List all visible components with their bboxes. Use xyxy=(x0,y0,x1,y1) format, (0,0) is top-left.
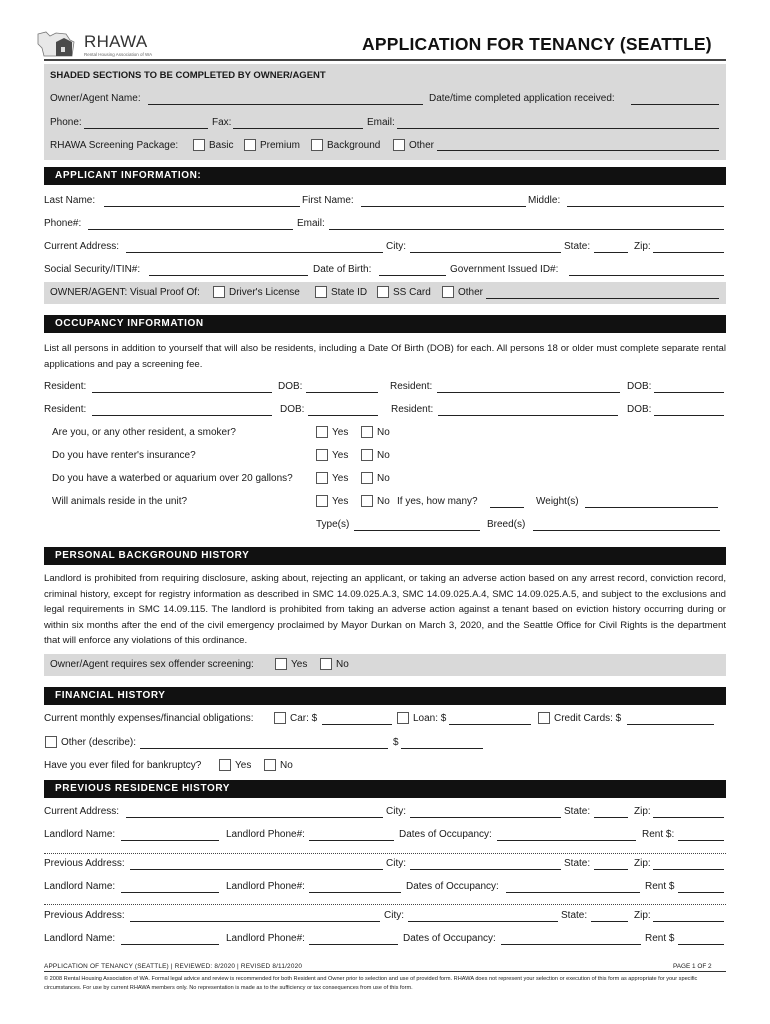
other-obligation-amount-field[interactable] xyxy=(401,748,483,749)
smoker-yes-label: Yes xyxy=(332,427,349,438)
animals-count-field[interactable] xyxy=(490,507,524,508)
car-amount-field[interactable] xyxy=(322,724,392,725)
owner-agent-name-label: Owner/Agent Name: xyxy=(50,93,141,104)
prev2-dates-field[interactable] xyxy=(506,892,640,893)
prev1-state-field[interactable] xyxy=(594,817,628,818)
first-name-field[interactable] xyxy=(361,206,526,207)
rhawa-logo xyxy=(36,30,166,60)
logo-text: RHAWA xyxy=(84,32,148,51)
ss-card-label: SS Card xyxy=(393,287,431,298)
resident-4-dob-label: DOB: xyxy=(627,404,652,415)
owner-agent-name-field[interactable] xyxy=(148,104,423,105)
zip-label: Zip: xyxy=(634,241,651,252)
credit-cards-checkbox[interactable] xyxy=(538,712,550,724)
other-obligation-label: Other (describe): xyxy=(61,737,137,748)
smoker-yes-checkbox[interactable] xyxy=(316,426,328,438)
date-received-label: Date/time completed application received: xyxy=(429,93,615,104)
state-id-label: State ID xyxy=(331,287,368,298)
drivers-license-label: Driver's License xyxy=(229,287,300,298)
applicant-info-title: APPLICANT INFORMATION: xyxy=(55,170,202,181)
state-label: State: xyxy=(564,241,591,252)
smoker-question: Are you, or any other resident, a smoker? xyxy=(52,427,236,438)
animals-no-label: No xyxy=(377,496,390,507)
basic-checkbox[interactable] xyxy=(193,139,205,151)
smoker-no-label: No xyxy=(377,427,390,438)
premium-label: Premium xyxy=(260,140,301,151)
owner-phone-field[interactable] xyxy=(84,128,208,129)
animals-breeds-label: Breed(s) xyxy=(487,519,526,530)
previous-residence-title: PREVIOUS RESIDENCE HISTORY xyxy=(55,783,231,794)
bankruptcy-no-label: No xyxy=(280,760,293,771)
prev2-landlord-name-label: Landlord Name: xyxy=(44,881,116,892)
insurance-no-checkbox[interactable] xyxy=(361,449,373,461)
prev1-zip-field[interactable] xyxy=(653,817,724,818)
background-label: Background xyxy=(327,140,381,151)
screening-package-label: RHAWA Screening Package: xyxy=(50,140,179,151)
screening-no-checkbox[interactable] xyxy=(320,658,332,670)
prev2-zip-label: Zip: xyxy=(634,858,651,869)
other-proof-field[interactable] xyxy=(486,298,719,299)
other-obligation-field[interactable] xyxy=(140,748,388,749)
animals-breeds-field[interactable] xyxy=(533,530,720,531)
previous-residence-header xyxy=(44,780,726,798)
gov-id-field[interactable] xyxy=(569,275,724,276)
prev3-city-label: City: xyxy=(384,910,404,921)
prev1-dates-label: Dates of Occupancy: xyxy=(399,829,492,840)
bankruptcy-yes-checkbox[interactable] xyxy=(219,759,231,771)
applicant-email-label: Email: xyxy=(297,218,325,229)
background-checkbox[interactable] xyxy=(311,139,323,151)
waterbed-no-label: No xyxy=(377,473,390,484)
ssn-field[interactable] xyxy=(149,275,308,276)
city-field[interactable] xyxy=(410,252,561,253)
sex-offender-screening-label: Owner/Agent requires sex offender screening: xyxy=(50,659,254,670)
occupancy-intro: List all persons in addition to yourself that will also be residents, including a Date Of Birth (DOB) for each. All persons 18 or older must complete separate rental applications and pay a screening fee. xyxy=(44,343,726,370)
owner-fax-label: Fax: xyxy=(212,117,232,128)
prev3-address-label: Previous Address: xyxy=(44,910,125,921)
other-package-checkbox[interactable] xyxy=(393,139,405,151)
waterbed-question: Do you have a waterbed or aquarium over 20 gallons? xyxy=(52,473,293,484)
other-package-field[interactable] xyxy=(437,150,719,151)
credit-cards-label: Credit Cards: $ xyxy=(554,713,622,724)
applicant-email-field[interactable] xyxy=(329,229,724,230)
owner-email-field[interactable] xyxy=(397,128,719,129)
prev2-landlord-name-field[interactable] xyxy=(121,892,219,893)
gov-id-label: Government Issued ID#: xyxy=(450,264,559,275)
prev2-city-label: City: xyxy=(386,858,406,869)
city-label: City: xyxy=(386,241,406,252)
applicant-phone-label: Phone#: xyxy=(44,218,82,229)
washington-state-icon xyxy=(36,30,82,60)
insurance-yes-label: Yes xyxy=(332,450,349,461)
prev2-dates-label: Dates of Occupancy: xyxy=(406,881,499,892)
animals-types-label: Type(s) xyxy=(316,519,350,530)
prev3-zip-label: Zip: xyxy=(634,910,651,921)
prev1-zip-label: Zip: xyxy=(634,806,651,817)
owner-fax-field[interactable] xyxy=(233,128,363,129)
prev1-landlord-name-label: Landlord Name: xyxy=(44,829,116,840)
resident-2-label: Resident: xyxy=(390,381,433,392)
prev2-address-field[interactable] xyxy=(130,869,383,870)
financial-history-title: FINANCIAL HISTORY xyxy=(55,690,166,701)
screening-yes-checkbox[interactable] xyxy=(275,658,287,670)
prev3-landlord-name-field[interactable] xyxy=(121,944,219,945)
page-title: APPLICATION FOR TENANCY (SEATTLE) xyxy=(362,34,712,54)
animals-yes-checkbox[interactable] xyxy=(316,495,328,507)
other-proof-label: Other xyxy=(458,287,484,298)
prev3-rent-field[interactable] xyxy=(678,944,724,945)
resident-2-field[interactable] xyxy=(437,392,620,393)
animals-count-label: If yes, how many? xyxy=(397,496,478,507)
dob-field[interactable] xyxy=(379,275,446,276)
prev1-landlord-name-field[interactable] xyxy=(121,840,219,841)
animals-no-checkbox[interactable] xyxy=(361,495,373,507)
residence-separator-1 xyxy=(44,853,726,854)
prev2-state-label: State: xyxy=(564,858,591,869)
prev3-landlord-name-label: Landlord Name: xyxy=(44,933,116,944)
other-package-label: Other xyxy=(409,140,435,151)
prev1-dates-field[interactable] xyxy=(497,840,636,841)
waterbed-yes-label: Yes xyxy=(332,473,349,484)
background-history-header xyxy=(44,547,726,565)
prev3-zip-field[interactable] xyxy=(653,921,724,922)
animals-question: Will animals reside in the unit? xyxy=(52,496,188,507)
footer-page-number: PAGE 1 OF 2 xyxy=(673,963,712,970)
prev2-landlord-phone-label: Landlord Phone#: xyxy=(226,881,305,892)
other-obligation-dollar: $ xyxy=(393,737,399,748)
insurance-no-label: No xyxy=(377,450,390,461)
monthly-obligations-label: Current monthly expenses/financial obligations: xyxy=(44,713,254,724)
applicant-info-header xyxy=(44,167,726,185)
owner-email-label: Email: xyxy=(367,117,395,128)
middle-name-field[interactable] xyxy=(567,206,724,207)
resident-3-dob-field[interactable] xyxy=(308,415,378,416)
first-name-label: First Name: xyxy=(302,195,354,206)
footer-copyright: © 2008 Rental Housing Association of WA. Formal legal advice and review is recommended for both Resident and Owner prior to selection and use of provided form. RHAWA does not represent your selection or execution of this form as appropriate for your specific circumstances. For use by current RHAWA members only. No representation is made as to the sufficiency or tax consequences from use of this form. xyxy=(44,976,698,991)
smoker-no-checkbox[interactable] xyxy=(361,426,373,438)
prev3-landlord-phone-label: Landlord Phone#: xyxy=(226,933,305,944)
resident-2-dob-label: DOB: xyxy=(627,381,652,392)
zip-field[interactable] xyxy=(653,252,724,253)
current-address-field[interactable] xyxy=(126,252,383,253)
proof-of-id-label: OWNER/AGENT: Visual Proof Of: xyxy=(50,287,200,298)
prev3-dates-label: Dates of Occupancy: xyxy=(403,933,496,944)
date-received-field[interactable] xyxy=(631,104,719,105)
other-obligation-checkbox[interactable] xyxy=(45,736,57,748)
prev1-rent-field[interactable] xyxy=(678,840,724,841)
basic-label: Basic xyxy=(209,140,234,151)
financial-history-header xyxy=(44,687,726,705)
resident-3-label: Resident: xyxy=(44,404,87,415)
prev1-city-label: City: xyxy=(386,806,406,817)
waterbed-yes-checkbox[interactable] xyxy=(316,472,328,484)
prev1-state-label: State: xyxy=(564,806,591,817)
car-label: Car: $ xyxy=(290,713,318,724)
prev2-zip-field[interactable] xyxy=(653,869,724,870)
last-name-field[interactable] xyxy=(104,206,300,207)
current-address-label: Current Address: xyxy=(44,241,120,252)
prev3-city-field[interactable] xyxy=(408,921,558,922)
animals-yes-label: Yes xyxy=(332,496,349,507)
animals-types-field[interactable] xyxy=(354,530,480,531)
prev3-landlord-phone-field[interactable] xyxy=(309,944,398,945)
resident-2-dob-field[interactable] xyxy=(654,392,724,393)
resident-4-label: Resident: xyxy=(391,404,434,415)
prev3-state-field[interactable] xyxy=(591,921,628,922)
prev2-address-label: Previous Address: xyxy=(44,858,125,869)
last-name-label: Last Name: xyxy=(44,195,96,206)
prev-current-address-field[interactable] xyxy=(126,817,383,818)
prev1-rent-label: Rent $: xyxy=(642,829,675,840)
ss-card-checkbox[interactable] xyxy=(377,286,389,298)
resident-1-field[interactable] xyxy=(92,392,272,393)
prev1-city-field[interactable] xyxy=(410,817,561,818)
prev2-state-field[interactable] xyxy=(594,869,628,870)
other-proof-checkbox[interactable] xyxy=(442,286,454,298)
prev1-landlord-phone-field[interactable] xyxy=(309,840,394,841)
prev3-rent-label: Rent $ xyxy=(645,933,675,944)
loan-checkbox[interactable] xyxy=(397,712,409,724)
state-id-checkbox[interactable] xyxy=(315,286,327,298)
prev3-state-label: State: xyxy=(561,910,588,921)
resident-3-dob-label: DOB: xyxy=(280,404,305,415)
occupancy-info-title: OCCUPANCY INFORMATION xyxy=(55,318,204,329)
middle-name-label: Middle: xyxy=(528,195,561,206)
animals-weight-field[interactable] xyxy=(585,507,718,508)
logo-subtitle: Rental Housing Association of WA xyxy=(84,52,153,57)
bankruptcy-question: Have you ever filed for bankruptcy? xyxy=(44,760,202,771)
footer-divider xyxy=(44,971,726,972)
prev2-landlord-phone-field[interactable] xyxy=(309,892,401,893)
bankruptcy-no-checkbox[interactable] xyxy=(264,759,276,771)
prev3-dates-field[interactable] xyxy=(501,944,641,945)
drivers-license-checkbox[interactable] xyxy=(213,286,225,298)
resident-1-label: Resident: xyxy=(44,381,87,392)
insurance-yes-checkbox[interactable] xyxy=(316,449,328,461)
resident-3-field[interactable] xyxy=(92,415,272,416)
resident-4-dob-field[interactable] xyxy=(654,415,724,416)
occupancy-info-header xyxy=(44,315,726,333)
applicant-phone-field[interactable] xyxy=(88,229,293,230)
residence-separator-2 xyxy=(44,904,726,905)
car-checkbox[interactable] xyxy=(274,712,286,724)
background-disclosure-text: Landlord is prohibited from requiring disclosure, asking about, rejecting an applicant, or taking an adverse action based on any arrest record, conviction record, criminal history, except for registry information as described in SMC 14.09.025.A.3, SMC 14.09.025.A.4, SMC 14.09.025.A.5, and subject to the exclusions and legal requirements in SMC 14.09.115. The landlord is prohibited from taking an adverse action against a tenant based on eviction history occurring during or within six months after the end of the civil emergency proclaimed by Mayor Durkan on March 3, 2020, and the Seattle Office for Civil Rights is the department that will enforce any violations of this ordinance. xyxy=(44,573,726,647)
screening-no-label: No xyxy=(336,659,349,670)
insurance-question: Do you have renter's insurance? xyxy=(52,450,196,461)
ssn-label: Social Security/ITIN#: xyxy=(44,264,141,275)
header-divider xyxy=(44,59,726,61)
loan-label: Loan: $ xyxy=(413,713,447,724)
dob-label: Date of Birth: xyxy=(313,264,372,275)
loan-amount-field[interactable] xyxy=(449,724,531,725)
resident-1-dob-field[interactable] xyxy=(306,392,378,393)
resident-1-dob-label: DOB: xyxy=(278,381,303,392)
animals-weight-label: Weight(s) xyxy=(536,496,579,507)
owner-section-heading: SHADED SECTIONS TO BE COMPLETED BY OWNER/AGENT xyxy=(50,70,326,81)
premium-checkbox[interactable] xyxy=(244,139,256,151)
prev2-rent-field[interactable] xyxy=(678,892,724,893)
prev-current-address-label: Current Address: xyxy=(44,806,120,817)
prev2-city-field[interactable] xyxy=(410,869,561,870)
prev2-rent-label: Rent $ xyxy=(645,881,675,892)
bankruptcy-yes-label: Yes xyxy=(235,760,252,771)
background-history-title: PERSONAL BACKGROUND HISTORY xyxy=(55,550,250,561)
resident-4-field[interactable] xyxy=(438,415,618,416)
prev3-address-field[interactable] xyxy=(130,921,380,922)
screening-yes-label: Yes xyxy=(291,659,308,670)
credit-cards-amount-field[interactable] xyxy=(627,724,714,725)
prev1-landlord-phone-label: Landlord Phone#: xyxy=(226,829,305,840)
waterbed-no-checkbox[interactable] xyxy=(361,472,373,484)
owner-phone-label: Phone: xyxy=(50,117,82,128)
footer-form-info: APPLICATION OF TENANCY (SEATTLE) | REVIEWED: 8/2020 | REVISED 8/11/2020 xyxy=(44,963,303,970)
state-field[interactable] xyxy=(594,252,628,253)
